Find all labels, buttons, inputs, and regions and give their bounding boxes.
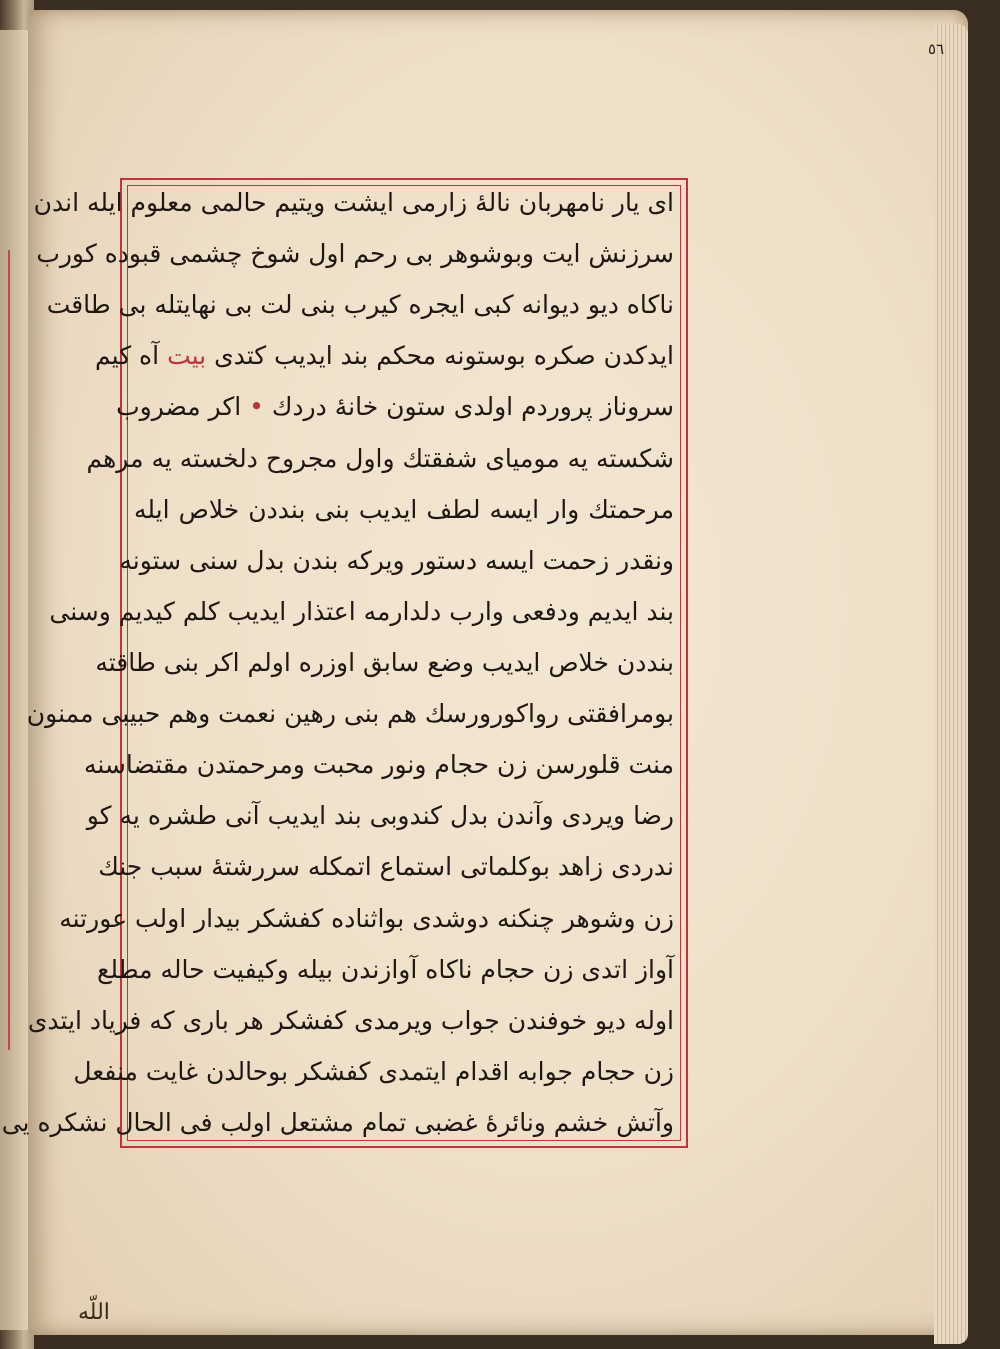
text-line: شکسته یه مومیای شفقتك واول مجروح دلخسته یه مرهم bbox=[86, 443, 674, 473]
text-line: رضا ویردی وآندن بدل کندوبی بند ایدیب آنی طشره یه کو bbox=[86, 801, 674, 831]
text-segment: اکر مضروب bbox=[116, 392, 250, 422]
text-line: بند ایدیم ودفعی وارب دلدارمه اعتذار ایدیب کلم کیدیم وسنی bbox=[49, 596, 674, 626]
text-line: بومرافقتی رواکورورسك هم بنی رهین نعمت وهم حبیبی ممنون bbox=[26, 699, 674, 729]
text-line: ای یار نامهربان نالهٔ زارمی ایشت ویتیم حالمی معلوم ایله اندن bbox=[33, 188, 674, 217]
text-block bbox=[1, 188, 674, 1138]
rubric-text: • bbox=[249, 392, 264, 422]
text-line bbox=[116, 392, 674, 422]
text-segment: ایدکدن صکره بوستونه محکم بند ایدیب کتدی bbox=[206, 341, 674, 371]
text-line: بنددن خلاص ایدیب وضع سابق اوزره اولم اکر بنی طاقته bbox=[95, 647, 674, 677]
text-line: ندردی زاهد بوکلماتی استماع اتمکله سررشتهٔ سبب جنك bbox=[98, 852, 674, 882]
text-line: آواز اتدی زن حجام ناکاه آوازندن بیله وکیفیت حاله مطلع bbox=[97, 954, 674, 984]
text-line: ونقدر زحمت ایسه دستور ویرکه بندن بدل سنی ستونه bbox=[119, 545, 674, 575]
catchword: اللّه bbox=[78, 1300, 110, 1325]
text-line: وآتش خشم ونائرهٔ غضبی تمام مشتعل اولب فی الحال نشکره یی bbox=[1, 1107, 674, 1137]
folio-number: ٥٦ bbox=[928, 40, 945, 58]
text-line: اوله دیو خوفندن جواب ویرمدی کفشکر هر باری که فریاد ایتدی bbox=[27, 1005, 674, 1035]
text-line: منت قلورسن زن حجام ونور محبت ومرحمتدن مقتضاسنه bbox=[83, 750, 674, 780]
text-line: سرزنش ایت وبوشوهر بی رحم اول شوخ چشمی قبوده کورب bbox=[36, 239, 674, 269]
text-line: زن حجام جوابه اقدام ایتمدی کفشکر بوحالدن غایت منفعل bbox=[73, 1056, 674, 1086]
text-line bbox=[95, 341, 674, 371]
text-line: مرحمتك وار ایسه لطف ایدیب بنی بنددن خلاص ایله bbox=[134, 494, 674, 524]
text-frame-red-rule bbox=[1, 178, 688, 1148]
text-line: ناکاه دیو دیوانه کبی ایجره کیرب بنی لت بی نهایتله بی طاقت bbox=[46, 290, 674, 320]
facing-page-red-rule bbox=[8, 250, 20, 1050]
rubric-text: بیت bbox=[167, 341, 207, 371]
page-stack-edge bbox=[934, 24, 968, 1344]
text-segment: آه کیم bbox=[95, 341, 168, 371]
text-line: زن وشوهر چنکنه دوشدی بواثناده کفشکر بیدار اولب عورتنه bbox=[59, 903, 674, 933]
text-segment: سروناز پروردم اولدی ستون خانهٔ دردك bbox=[263, 392, 674, 422]
